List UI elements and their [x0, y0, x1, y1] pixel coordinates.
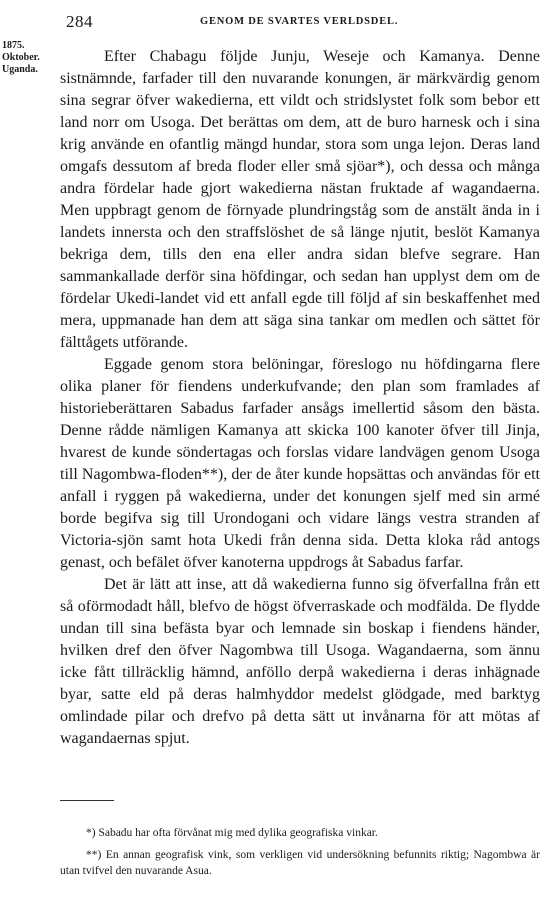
footnote: **) En annan geografisk vink, som verkligen vid undersökning befunnits riktig; Nagombwa är utan tvifvel den nuvarande Asua. [60, 849, 540, 877]
margin-note-year: 1875. [2, 40, 25, 51]
footnote: *) Sabadu har ofta förvånat mig med dylika geografiska vinkar. [86, 827, 378, 839]
page-header [0, 8, 560, 32]
margin-note-place: Uganda. [2, 64, 38, 75]
footnote-divider [60, 800, 114, 801]
paragraph: Efter Chabagu följde Junju, Weseje och Kamanya. Denne sistnämnde, farfader till den nuvarande konungen, är märkvärdig genom sina segrar öfver wakedierna, ett vildt och stridslystet folk som bebor ett land norr om Usoga. Det berättas om dem, att de buro harnesk och i sina krig använde en ofantlig mängd hundar, stora som unga lejon. Deras land omgafs dessutom af breda floder eller små sjöar*), och dessa och många andra fördelar hade gjort wakedierna nästan fruktade af wagandaerna. Men uppbragt genom de förnyade plundringståg som de anstält ända in i landets innersta och den straffslöshet de så länge njutit, beslöt Kamanya bekriga dem, tills den ena eller andra sidan blefve segrare. Han sammankallade derför sina höfdingar, och sedan han upplyst dem om de fördelar Ukedi-landet vid ett anfall egde till följd af sin beskaffenhet med mera, uppmanade han dem att säga sina tankar om medlen och sättet för fälttågets utförande. [60, 48, 540, 351]
body-text [60, 46, 540, 750]
paragraph: Det är lätt att inse, att då wakedierna funno sig öfverfallna från ett så oförmodadt håll, blefvo de högst öfverraskade och modfälda. De flydde undan till sina befästa byar och lemnade sin boskap i fiendens händer, hvilken dref den öfver Nagombwa till Usoga. Wagandaerna, som ännu icke fått tillräcklig hämnd, anföllo derpå wakedierna i deras inhägnade byar, satte eld på deras halmhyddor medelst glödgade, med barktyg omlindade pilar och drefvo på detta sätt ut invånarna för att mötas af wagandaernas spjut. [60, 576, 540, 747]
paragraph: Eggade genom stora belöningar, föreslogo nu höfdingarna flere olika planer för fiendens underkufvande; den plan som framlades af historieberättaren Sabadus farfader ansågs imellertid såsom den bästa. Denne rådde nämligen Kamanya att skicka 100 kanoter öfver till Jinja, hvarest de kunde söndertagas och forslas vidare landvägen genom Usoga till Nagombwa-floden**), der de åter kunde hopsättas och användas för ett anfall i ryggen på wakedierna, under det konungen sjelf med sin armé borde begifva sig till Urondogani och vidare längs vestra stranden af Victoria-sjön samt hota Ukedi från denna sida. Detta kloka råd antogs genast, och befälet öfver kanoterna uppdrogs åt Sabadus farfar. [60, 356, 540, 571]
margin-note [2, 40, 54, 76]
page-number: 284 [66, 12, 93, 31]
margin-note-month: Oktober. [2, 52, 40, 63]
footnotes [60, 825, 540, 885]
running-head: GENOM DE SVARTES VERLDSDEL. [200, 16, 399, 27]
